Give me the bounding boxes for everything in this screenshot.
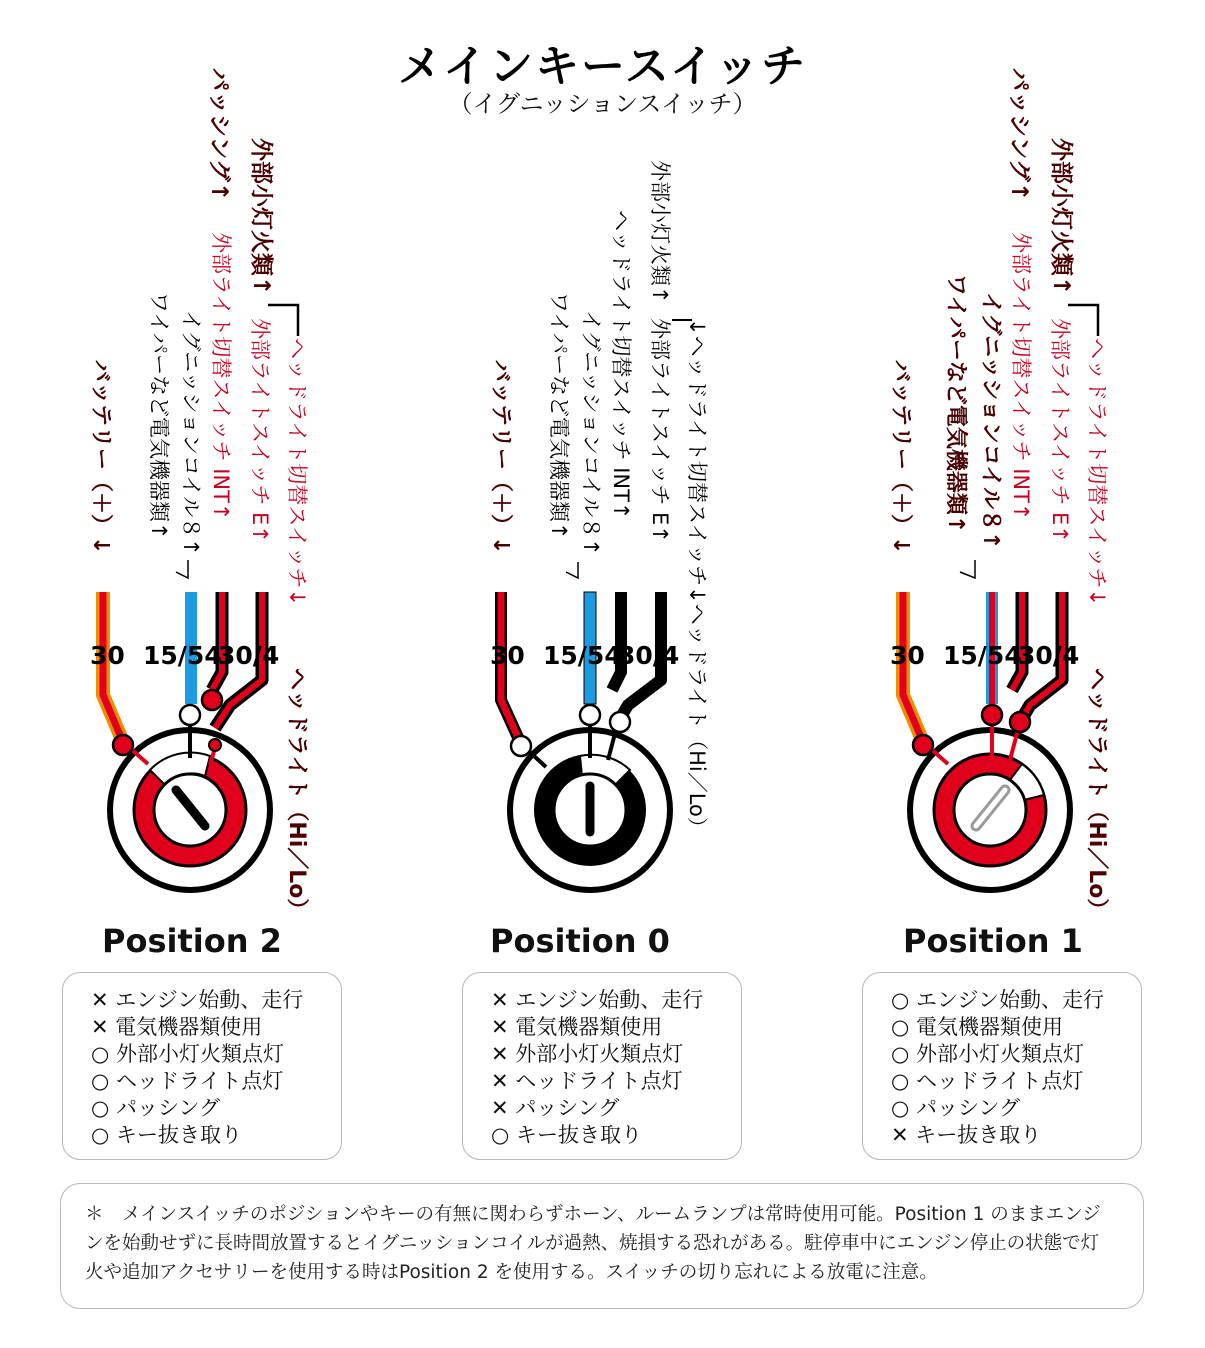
status-item: ○ 外部小灯火類点灯 (91, 1042, 284, 1066)
label-headlight-switch: ヘッドライト切替スイッチ↓ (285, 338, 309, 607)
label-ign-coil: イグニッションコイル８↑ (579, 310, 603, 556)
status-item: ✕ 電気機器類使用 (91, 1015, 263, 1039)
page-subtitle: （イグニッションスイッチ） (448, 90, 757, 118)
position-2-title: Position 2 (102, 922, 282, 960)
connector-tick (176, 560, 188, 578)
terminal-dot-30 (113, 735, 133, 755)
terminal-1554: 15/54 (543, 641, 622, 670)
status-item: ✕ エンジン始動、走行 (491, 988, 704, 1012)
status-item: ○ パッシング (91, 1096, 221, 1120)
terminal-1554: 15/54 (143, 641, 222, 670)
position-1-title: Position 1 (903, 922, 1083, 960)
label-headlight-hilo: ヘッドライト（Hi／Lo） (284, 668, 309, 921)
status-box-position-0 (462, 972, 742, 1160)
page-title: メインキースイッチ (397, 41, 808, 92)
note-box (60, 1183, 1144, 1309)
status-item: ○ キー抜き取り (491, 1123, 642, 1147)
label-wiper: ワイパーなど電気機器類↑ (547, 292, 571, 540)
position-0-title: Position 0 (490, 922, 670, 960)
label-int-switch: ヘッドライト切替スイッチ INT↑ (609, 210, 633, 520)
status-item: ✕ キー抜き取り (891, 1123, 1042, 1147)
terminal-1554: 15/54 (943, 641, 1022, 670)
terminal-304: 30/4 (1018, 641, 1080, 670)
connector-tick (960, 560, 975, 578)
status-item: ○ ヘッドライト点灯 (91, 1069, 284, 1093)
label-ign-coil: イグニッションコイル８↑ (978, 292, 1003, 550)
terminal-30: 30 (90, 641, 125, 670)
status-box-position-1 (862, 972, 1142, 1160)
terminal-dot-int (610, 712, 630, 732)
status-item: ○ 電気機器類使用 (891, 1015, 1063, 1039)
label-battery: バッテリー（＋）↓ (488, 360, 513, 555)
terminal-dot-int (202, 690, 222, 710)
panel-position-2 (88, 68, 309, 920)
status-item: ○ ヘッドライト点灯 (891, 1069, 1084, 1093)
panel-position-1 (888, 68, 1109, 920)
label-e-switch: 外部ライトスイッチ E↑ (248, 318, 272, 543)
label-passing: パッシング↑ (206, 68, 232, 202)
terminal-dot-1554 (180, 705, 200, 725)
label-external-small: 外部小灯火類↑ (648, 160, 672, 304)
terminal-dot-int (1010, 712, 1030, 732)
label-int-switch: 外部ライト切替スイッチ INT↑ (1009, 232, 1033, 521)
terminal-304: 30/4 (218, 641, 280, 670)
label-external-small: 外部小灯火類↑ (248, 138, 274, 296)
label-battery: バッテリー（＋）↓ (88, 360, 113, 555)
label-external-small: 外部小灯火類↑ (1048, 138, 1074, 296)
label-wiper: ワイパーなど電気機器類↑ (147, 292, 171, 540)
label-e-switch: 外部ライトスイッチ E↑ (1048, 318, 1072, 543)
status-item: ✕ 外部小灯火類点灯 (491, 1042, 684, 1066)
terminal-dot-30 (913, 735, 933, 755)
terminal-dot-1554 (982, 705, 1002, 725)
status-item: ○ 外部小灯火類点灯 (891, 1042, 1084, 1066)
terminal-304: 30/4 (618, 641, 680, 670)
status-item: ✕ ヘッドライト点灯 (491, 1069, 683, 1093)
label-e-switch: 外部ライトスイッチ E↑ (648, 318, 672, 543)
terminal-30: 30 (490, 641, 525, 670)
status-item: ○ パッシング (891, 1096, 1021, 1120)
label-headlight-switch: ↓ヘッドライト切替スイッチ↓ヘッドライト（Hi／Lo） (685, 318, 709, 838)
status-item: ○ エンジン始動、走行 (891, 988, 1104, 1012)
contact-dot (209, 739, 221, 751)
note-text: ＊ メインスイッチのポジションやキーの有無に関わらずホーン、ルームランプは常時使用可能。Position 1 のままエンジンを始動せずに長時間放置するとイグニッションコイルが過熱、焼損する恐れがある。駐停車中にエンジン停止の状態で灯火や追加アクセサリーを使用する時はPosition 2 を使用する。スイッチの切り忘れによる放電に注意。 (85, 1204, 1101, 1283)
terminal-30: 30 (890, 641, 925, 670)
label-headlight-hilo: ヘッドライト（Hi／Lo） (1084, 668, 1109, 921)
status-box-position-2 (62, 972, 342, 1160)
connector-tick (566, 562, 578, 578)
terminal-dot-30 (511, 736, 531, 756)
panel-position-0 (488, 160, 709, 890)
label-wiper: ワイパーなど電気機器類↑ (943, 274, 968, 534)
status-item: ○ キー抜き取り (91, 1123, 242, 1147)
status-item: ✕ 電気機器類使用 (491, 1015, 663, 1039)
status-item: ✕ エンジン始動、走行 (91, 988, 304, 1012)
label-headlight-switch: ヘッドライト切替スイッチ↓ (1085, 338, 1109, 607)
status-item: ✕ パッシング (491, 1096, 620, 1120)
label-ign-coil: イグニッションコイル８↑ (179, 310, 203, 556)
label-passing: パッシング↑ (1006, 68, 1032, 202)
label-battery: バッテリー（＋）↓ (888, 360, 913, 555)
label-int-switch: 外部ライト切替スイッチ INT↑ (209, 232, 233, 521)
terminal-dot-1554 (580, 705, 600, 725)
